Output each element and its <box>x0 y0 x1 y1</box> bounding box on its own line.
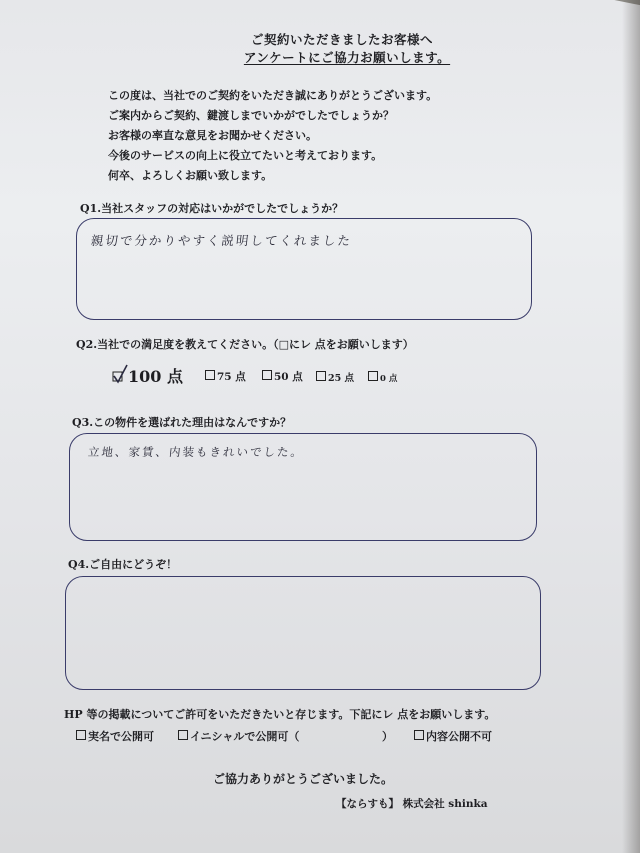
q2-label: Q2.当社での満足度を教えてください。（□にレ 点をお願いします） <box>76 338 414 351</box>
paper-shadow <box>622 0 640 853</box>
checkbox-icon <box>178 730 188 740</box>
score-option-25[interactable]: 25 点 <box>316 370 354 384</box>
checkbox-icon <box>414 730 424 740</box>
q1-answer-text: 親切で分かりやすく説明してくれました <box>90 233 353 248</box>
q1-label: Q1.当社スタッフの対応はいかがでしたでしょうか？ <box>80 202 344 215</box>
intro-line: お客様の率直な意見をお聞かせください。 <box>108 129 317 142</box>
checkbox-icon <box>316 371 326 381</box>
score-option-100[interactable]: 100 点 <box>128 367 183 386</box>
publish-permission-text: HP 等の掲載についてご許可をいただきたいと存じます。下記にレ 点をお願いします。 <box>64 708 496 721</box>
intro-line: ご案内からご契約、鍵渡しまでいかがでしたでしょうか？ <box>108 109 394 122</box>
publish-option-real-name[interactable]: 実名で公開可 <box>76 728 154 744</box>
title-line-1: ご契約いただきましたお客様へ <box>250 32 433 47</box>
q4-label: Q4.ご自由にどうぞ！ <box>68 558 178 571</box>
checkbox-icon <box>76 730 86 740</box>
intro-line: 今後のサービスの向上に役立てたいと考えております。 <box>108 149 383 162</box>
score-option-75[interactable]: 75 点 <box>205 369 246 384</box>
intro-line: この度は、当社でのご契約をいただき誠にありがとうございます。 <box>108 89 438 102</box>
score-option-50[interactable]: 50 点 <box>262 369 303 384</box>
q1-answer-box[interactable] <box>76 218 532 320</box>
intro-paragraph <box>108 86 437 186</box>
intro-line: 何卒、よろしくお願い致します。 <box>108 169 273 182</box>
checkbox-icon <box>262 370 272 380</box>
q3-label: Q3.この物件を選ばれた理由はなんですか？ <box>72 416 292 429</box>
publish-option-none[interactable]: 内容公開不可 <box>414 728 492 744</box>
q3-answer-box[interactable] <box>69 433 537 541</box>
q4-answer-box[interactable] <box>65 576 541 690</box>
q3-answer-text: 立地、家賃、内装もきれいでした。 <box>87 445 305 459</box>
title-line-2: アンケートにご協力お願いします。 <box>243 50 451 65</box>
publish-option-initial-close: ） <box>382 730 393 743</box>
checkmark-icon <box>111 363 129 385</box>
checkbox-icon <box>368 371 378 381</box>
publish-option-initial[interactable]: イニシャルで公開可（ <box>178 728 299 744</box>
closing-message: ご協力ありがとうございました。 <box>213 772 394 786</box>
checkbox-icon <box>205 370 215 380</box>
score-option-0[interactable]: 0 点 <box>368 371 397 384</box>
company-name: 【ならすも】 株式会社 shinka <box>336 798 488 810</box>
